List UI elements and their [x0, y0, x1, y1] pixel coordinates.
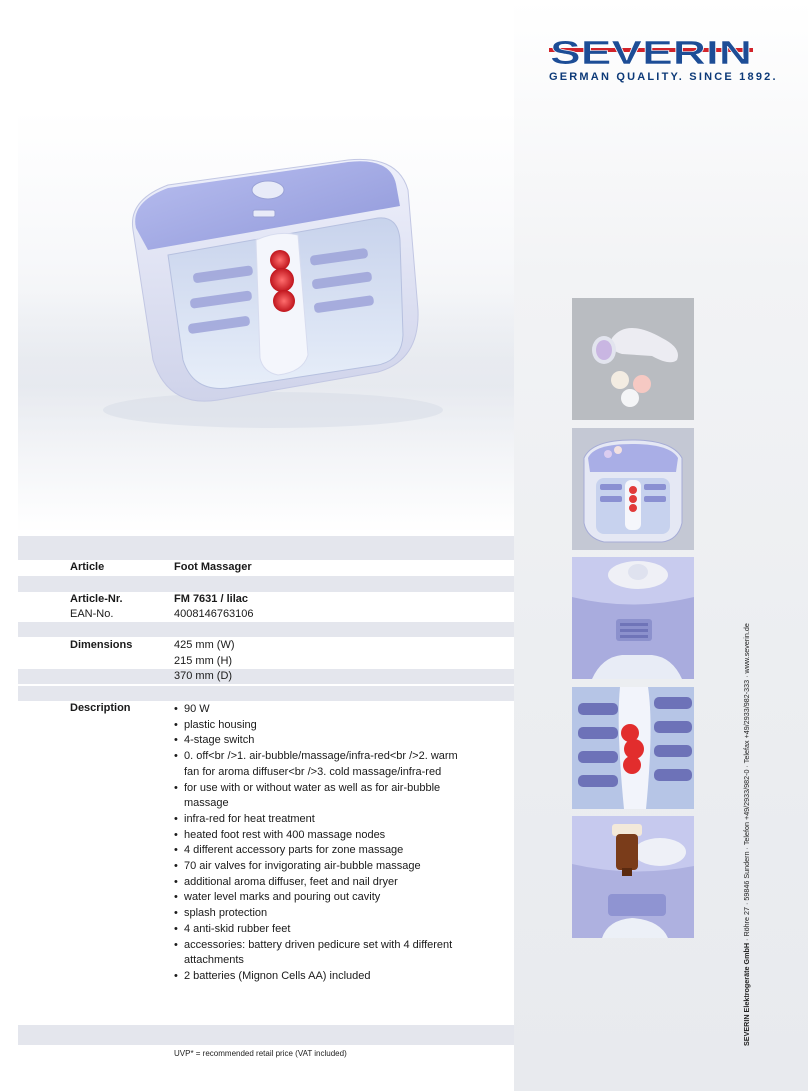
description-item: • heated foot rest with 400 massage nodes	[174, 828, 474, 844]
description-item: • for use with or without water as well as for air-bubble massage	[174, 781, 474, 812]
description-item: • additional aroma diffuser, feet and nail dryer	[174, 875, 474, 891]
severin-logo	[549, 33, 753, 67]
description-label: Description	[70, 702, 131, 714]
article-nr-label: Article-Nr.	[70, 593, 123, 605]
dimension-height: 215 mm (H)	[174, 655, 233, 667]
dimension-depth: 370 mm (D)	[174, 670, 233, 682]
price-footnote: UVP* = recommended retail price (VAT included)	[174, 1049, 347, 1058]
ean-label: EAN-No.	[70, 608, 114, 620]
dimension-width: 425 mm (W)	[174, 639, 235, 651]
description-item: • accessories: battery driven pedicure set with 4 different attachments	[174, 938, 474, 969]
description-item: • 4 anti-skid rubber feet	[174, 922, 474, 938]
table-band	[18, 622, 514, 637]
table-band	[18, 669, 514, 684]
table-band	[18, 536, 514, 560]
company-name: SEVERIN Elektrogeräte GmbH	[742, 942, 751, 1046]
table-band	[18, 1025, 514, 1045]
description-item: • water level marks and pouring out cavity	[174, 890, 474, 906]
description-item: • 90 W	[174, 702, 474, 718]
description-item: • 70 air valves for invigorating air-bubble massage	[174, 859, 474, 875]
thumbnail-aroma-diffuser	[572, 816, 694, 938]
description-item: • 2 batteries (Mignon Cells AA) included	[174, 969, 474, 985]
company-contact: · Röhre 27 · 59846 Sundern · Telefon +49/2933/982-0 · Telefax +49/2933/982-333 · www.severin.de	[742, 623, 751, 943]
article-label: Article	[70, 561, 105, 573]
thumbnail-pedicure-set	[572, 298, 694, 420]
thumbnail-foot-spa-top	[572, 428, 694, 550]
table-band	[18, 576, 514, 592]
company-address	[742, 623, 751, 1046]
article-nr-value: FM 7631 / lilac	[174, 593, 248, 605]
dimensions-label: Dimensions	[70, 639, 133, 651]
description-item: • plastic housing	[174, 718, 474, 734]
description-item: • infra-red for heat treatment	[174, 812, 474, 828]
description-item: • splash protection	[174, 906, 474, 922]
description-item: • 4-stage switch	[174, 733, 474, 749]
brand-tagline: GERMAN QUALITY. SINCE 1892.	[549, 71, 778, 83]
table-band	[18, 686, 514, 701]
ean-value: 4008146763106	[174, 608, 254, 620]
description-list	[174, 702, 474, 985]
article-value: Foot Massager	[174, 561, 252, 573]
hero-product-image	[18, 110, 514, 530]
description-item: • 4 different accessory parts for zone massage	[174, 843, 474, 859]
description-item: • 0. off<br />1. air-bubble/massage/infra-red<br />2. warm fan for aroma diffuser<br />3. cold massage/infra-red	[174, 749, 474, 780]
svg-text:SEVERIN: SEVERIN	[550, 34, 752, 67]
thumbnail-infrared-rollers	[572, 687, 694, 809]
thumbnail-control-dial	[572, 557, 694, 679]
